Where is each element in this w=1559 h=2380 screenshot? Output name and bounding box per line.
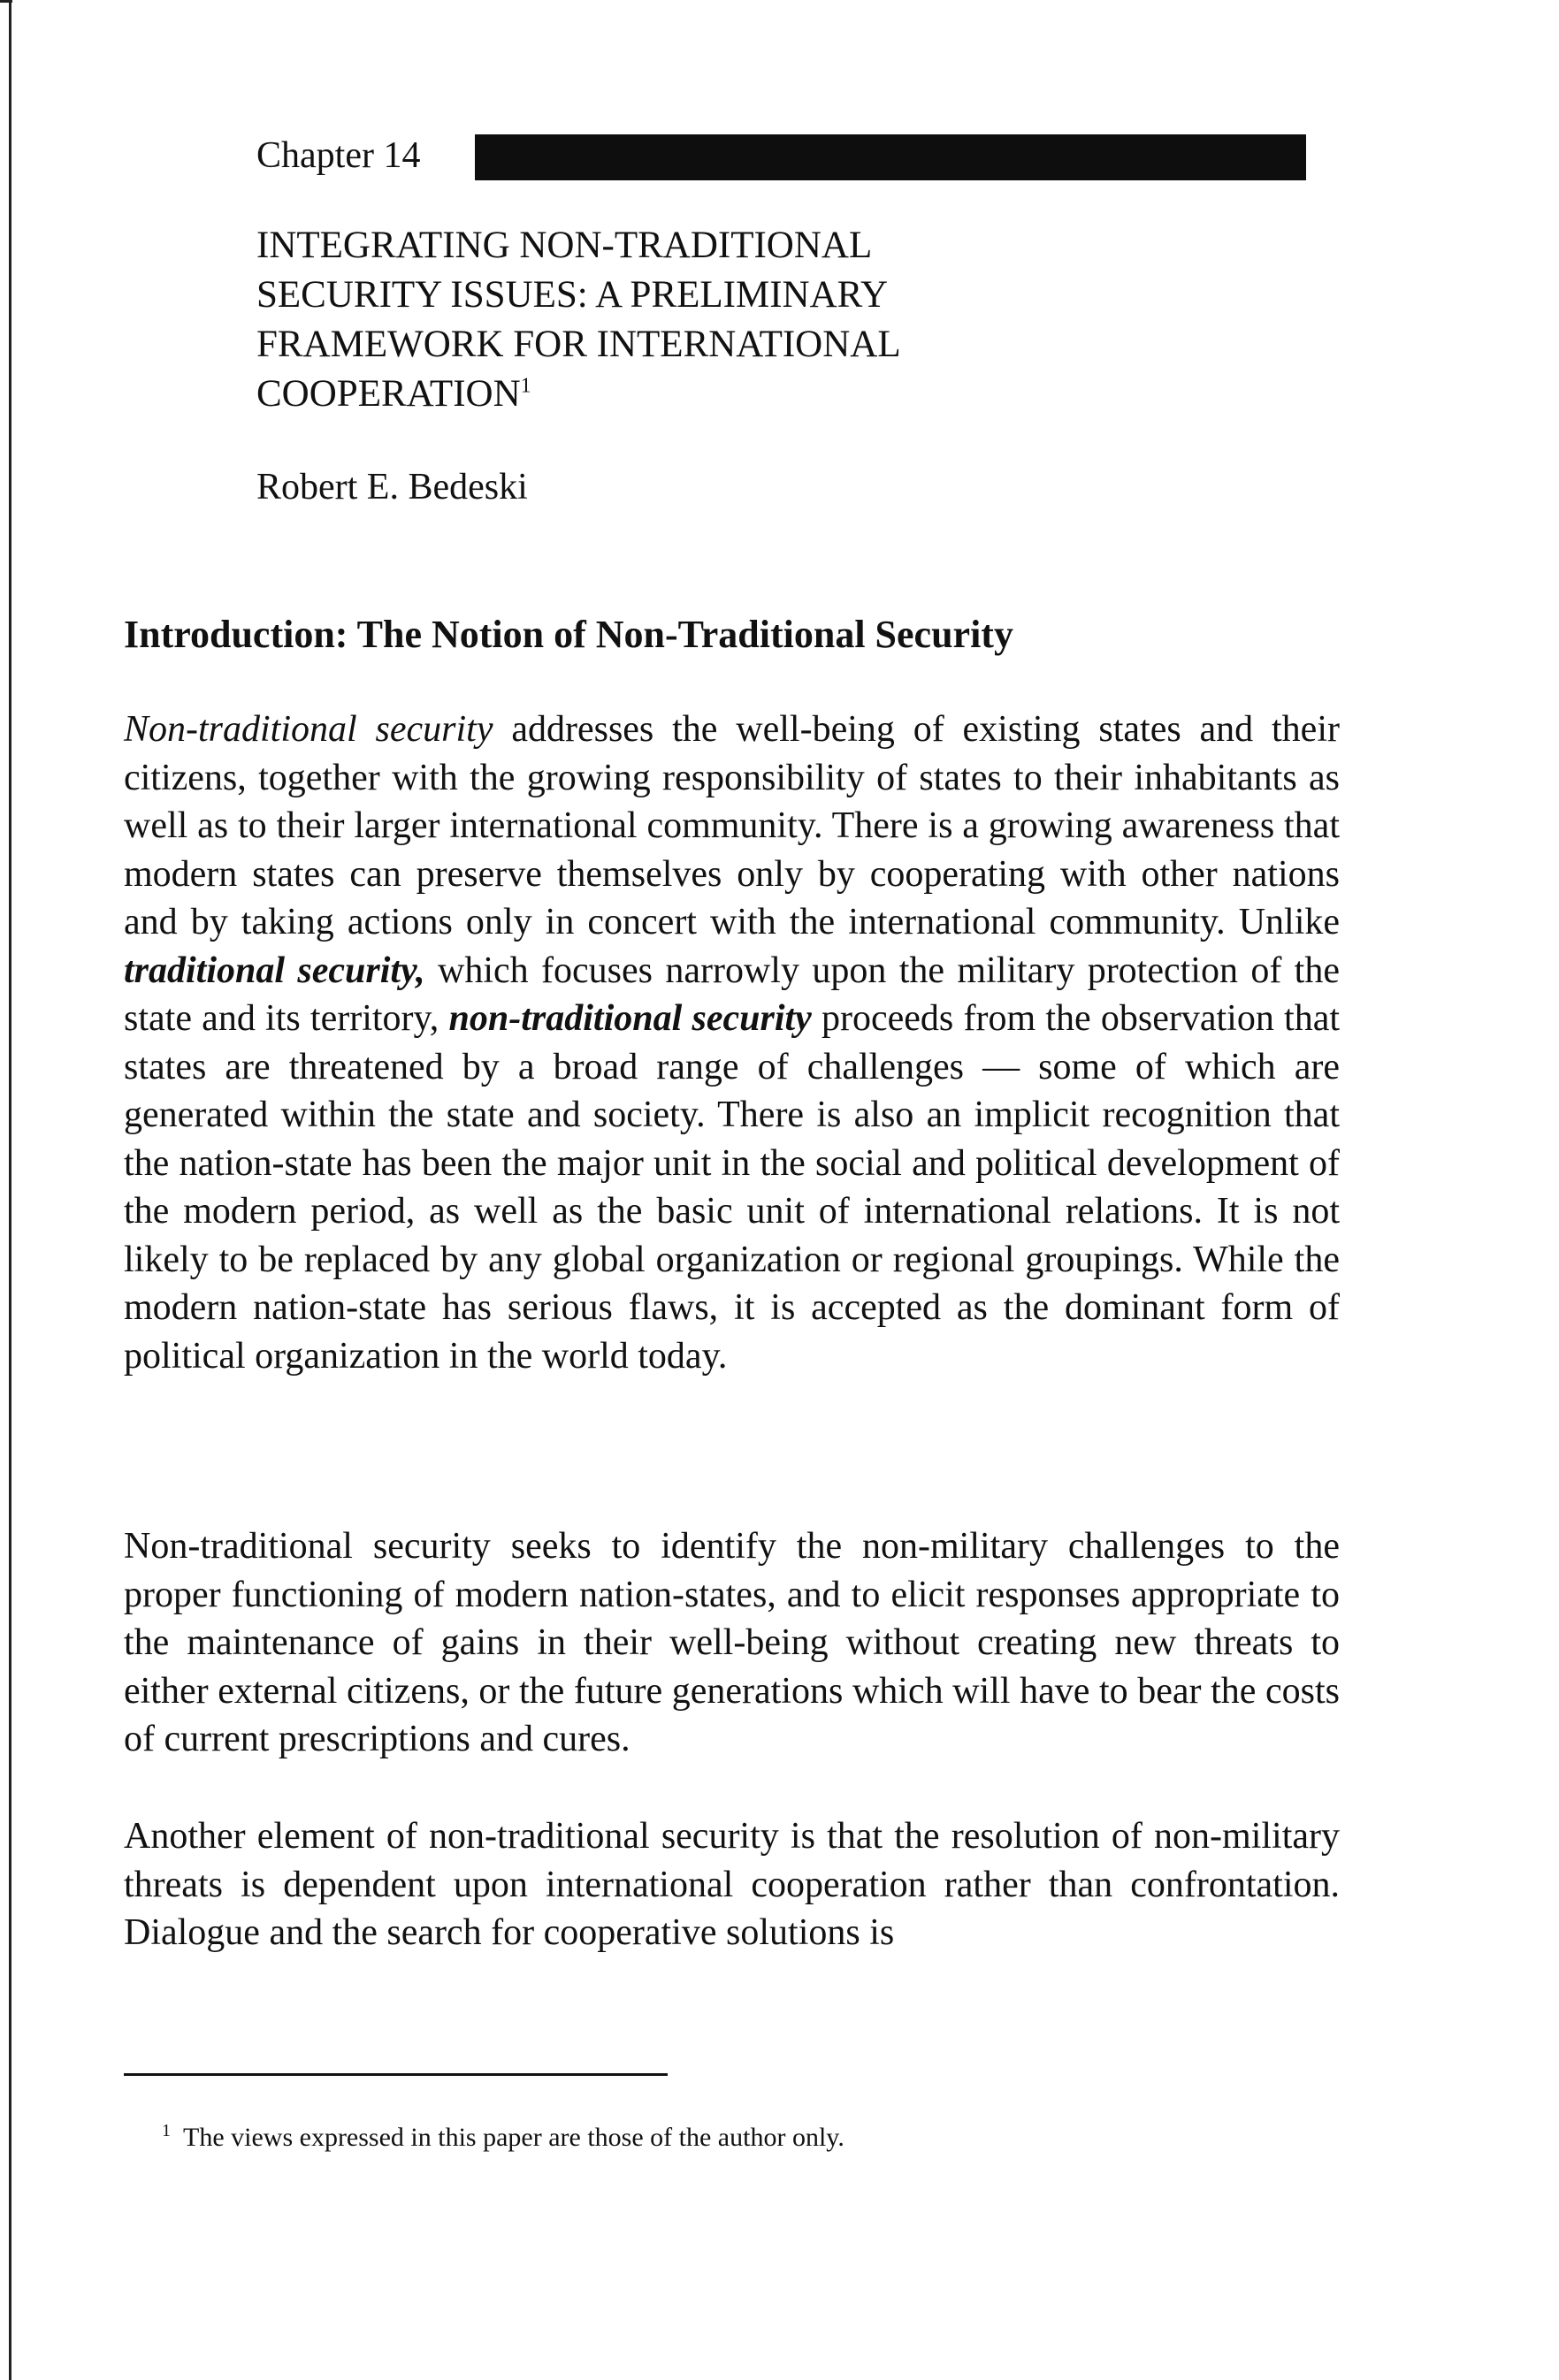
section-heading: Introduction: The Notion of Non-Traditional Security	[124, 613, 1013, 656]
scan-edge-left	[9, 0, 11, 2380]
chapter-header	[256, 129, 420, 182]
footnote-divider	[124, 2073, 668, 2076]
body-paragraph	[124, 706, 1340, 1380]
paragraph-text: proceeds from the observation that states are threatened by a broad range of challenges — some of which are generated within the state and society. There is also an implicit recognition that the nation-state has been the major unit in the social and political development of the modern period, as well as the basic unit of international relations. It is not likely to be replaced by any global organization or regional groupings. While the modern nation-state has serious flaws, it is accepted as the dominant form of political organization in the world today.	[124, 998, 1341, 1377]
paragraph-text: which focuses narrowly upon the military protection of the state and its territory,	[124, 950, 1340, 1039]
footnote-marker: 1	[162, 2121, 171, 2140]
chapter-label: Chapter 14	[256, 135, 421, 176]
footnote	[162, 2120, 844, 2155]
chapter-header-bar	[475, 134, 1306, 180]
footnote-text: The views expressed in this paper are those of the author only.	[183, 2123, 844, 2152]
chapter-title-line: SECURITY ISSUES: A PRELIMINARY	[256, 274, 888, 316]
chapter-title	[256, 221, 1141, 419]
emphasized-term: non-traditional security	[448, 998, 812, 1039]
italic-term: Non-traditional security	[124, 709, 493, 750]
chapter-title-line: INTEGRATING NON-TRADITIONAL	[256, 225, 873, 266]
body-paragraph: Non-traditional security seeks to identify the non-military challenges to the proper functioning of modern nation-states, and to elicit responses appropriate to the maintenance of gains in their well-being without creating new threats to either external citizens, or the future generations which will have to bear the costs of current prescriptions and cures.	[124, 1526, 1340, 1759]
paragraph-text: addresses the well-being of existing states and their citizens, together with the growing responsibility of states to their inhabitants as well as to their larger international community. There is a growing awareness that modern states can preserve themselves only by cooperating with other nations and by taking actions only in concert with the international community. Unlike	[124, 709, 1340, 942]
scan-edge-top	[0, 0, 12, 3]
body-paragraph: Another element of non-traditional security is that the resolution of non-military threats is dependent upon international cooperation rather than confrontation. Dialogue and the search for cooperative solutions is	[124, 1816, 1340, 1953]
title-footnote-marker: 1	[520, 374, 531, 398]
chapter-title-line: COOPERATION	[256, 373, 521, 415]
chapter-title-line: FRAMEWORK FOR INTERNATIONAL	[256, 324, 901, 365]
emphasized-term: traditional security,	[124, 950, 425, 991]
author-name: Robert E. Bedeski	[256, 467, 528, 507]
